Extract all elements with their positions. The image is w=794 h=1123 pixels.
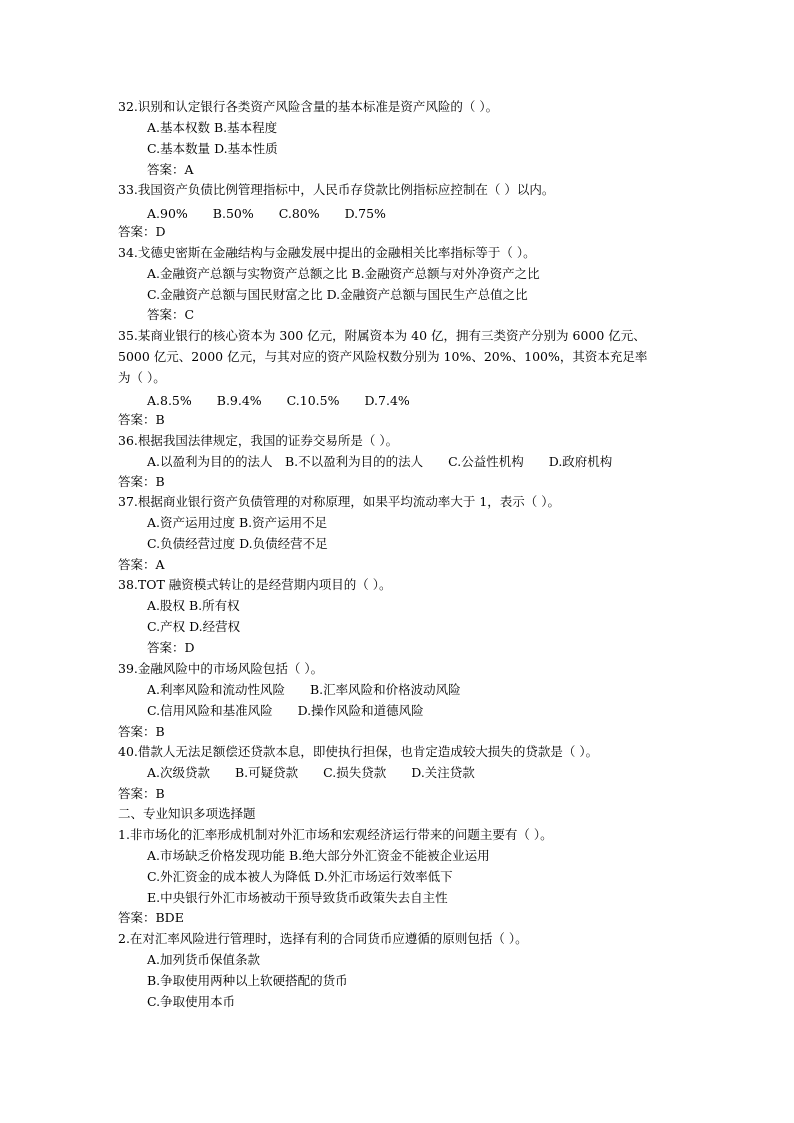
question-38-answer: 答案：D (147, 640, 195, 655)
question-35-stem-line3: 为（ ）。 (118, 370, 166, 385)
mc-question-1-stem: 1.非市场化的汇率形成机制对外汇市场和宏观经济运行带来的问题主要有（ ）。 (118, 827, 553, 842)
question-39-answer: 答案：B (118, 724, 165, 739)
question-37-answer: 答案：A (118, 557, 165, 572)
question-32-options-ab: A.基本权数 B.基本程度 (147, 120, 278, 135)
question-36-options: A.以盈利为目的的法人 B.不以盈利为目的的法人 C.公益性机构 D.政府机构 (147, 454, 613, 469)
question-40-options: A.次级贷款 B.可疑贷款 C.损失贷款 D.关注贷款 (147, 765, 475, 780)
question-34-stem: 34.戈德史密斯在金融结构与金融发展中提出的金融相关比率指标等于（ ）。 (118, 245, 536, 260)
question-39-stem: 39.金融风险中的市场风险包括（ ）。 (118, 661, 324, 676)
question-40-answer: 答案：B (118, 786, 165, 801)
question-35-stem-line1: 35.某商业银行的核心资本为 300 亿元，附属资本为 40 亿，拥有三类资产分别为 6000 亿元、 (118, 328, 646, 343)
mc-question-2-stem: 2.在对汇率风险进行管理时，选择有利的合同货币应遵循的原则包括（ ）。 (118, 931, 528, 946)
question-33-answer: 答案：D (118, 224, 166, 239)
mc-question-2-option-c: C.争取使用本币 (147, 994, 236, 1009)
question-38-stem: 38.TOT 融资模式转让的是经营期内项目的（ ）。 (118, 577, 392, 592)
question-34-options-ab: A.金融资产总额与实物资产总额之比 B.金融资产总额与对外净资产之比 (147, 266, 540, 281)
question-32-options-cd: C.基本数量 D.基本性质 (147, 141, 278, 156)
mc-question-2-option-a: A.加列货币保值条款 (147, 952, 261, 967)
question-35-answer: 答案：B (118, 412, 165, 427)
question-39-options-cd: C.信用风险和基准风险 D.操作风险和道德风险 (147, 703, 424, 718)
question-35-stem-line2: 5000 亿元、2000 亿元，与其对应的资产风险权数分别为 10%、20%、100%，其资本充足率 (118, 349, 648, 364)
question-40-stem: 40.借款人无法足额偿还贷款本息，即使执行担保，也肯定造成较大损失的贷款是（ ）。 (118, 744, 599, 759)
question-33-options: A.90% B.50% C.80% D.75% (147, 206, 386, 221)
question-39-options-ab: A.利率风险和流动性风险 B.汇率风险和价格波动风险 (147, 682, 461, 697)
mc-question-2-option-b: B.争取使用两种以上软硬搭配的货币 (147, 973, 348, 988)
mc-question-1-option-e: E.中央银行外汇市场被动干预导致货币政策失去自主性 (147, 890, 448, 905)
question-36-stem: 36.根据我国法律规定，我国的证券交易所是（ ）。 (118, 433, 399, 448)
question-37-options-ab: A.资产运用过度 B.资产运用不足 (147, 515, 328, 530)
section-heading-multiple-choice: 二、专业知识多项选择题 (118, 806, 256, 821)
question-32-stem: 32.识别和认定银行各类资产风险含量的基本标准是资产风险的（ ）。 (118, 99, 499, 114)
question-38-options-cd: C.产权 D.经营权 (147, 619, 241, 634)
mc-question-1-options-ab: A.市场缺乏价格发现功能 B.绝大部分外汇资金不能被企业运用 (147, 848, 490, 863)
question-36-answer: 答案：B (118, 474, 165, 489)
question-33-stem: 33.我国资产负债比例管理指标中，人民币存贷款比例指标应控制在（ ）以内。 (118, 182, 555, 197)
question-35-options: A.8.5% B.9.4% C.10.5% D.7.4% (147, 393, 410, 408)
question-38-options-ab: A.股权 B.所有权 (147, 598, 240, 613)
mc-question-1-options-cd: C.外汇资金的成本被人为降低 D.外汇市场运行效率低下 (147, 869, 453, 884)
question-37-stem: 37.根据商业银行资产负债管理的对称原理，如果平均流动率大于 1，表示（ ）。 (118, 494, 561, 509)
mc-question-1-answer: 答案：BDE (118, 910, 184, 925)
question-34-options-cd: C.金融资产总额与国民财富之比 D.金融资产总额与国民生产总值之比 (147, 287, 528, 302)
question-32-answer: 答案：A (147, 162, 194, 177)
question-34-answer: 答案：C (147, 307, 195, 322)
question-37-options-cd: C.负债经营过度 D.负债经营不足 (147, 536, 328, 551)
